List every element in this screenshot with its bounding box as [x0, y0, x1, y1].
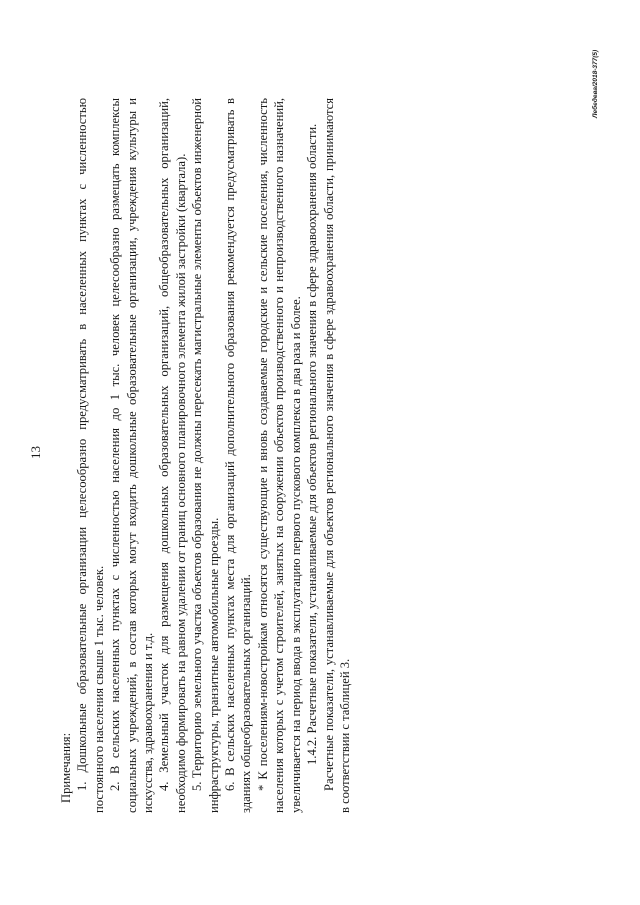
note-6-paragraph: 6. В сельских населенных пунктах места для организаций дополнительного образования рекомендуется предусматривать в зданиях общеобразовательных организаций. — [223, 98, 254, 813]
section-heading-1-4-2: 1.4.2. Расчетные показатели, устанавливаемые для объектов регионального значения в сфере здравоохранения области. — [305, 123, 320, 765]
footnote-paragraph: * К поселениям-новостройкам относятся существующие и вновь создаваемые городские и сельские поселения, численность населения которых с учетом строителей, занятых на сооружении объектов производственного и непроизводственного назначений, увеличивается на период ввода в эксплуатацию первого пускового комплекса в два раза и более. — [255, 98, 303, 813]
note-5-paragraph: 5. Территорию земельного участка объектов образования не должны пересекать магистральные элементы объектов инженерной инфраструктуры, транзитные автомобильные проезды. — [190, 98, 221, 813]
note-4-paragraph: 4. Земельный участок для размещения дошкольных образовательных организаций, общеобразовательных организаций, необходимо формировать на равном удалении от границ основного планировочного элемента жилой застройки (квартала). — [157, 98, 188, 813]
note-1-paragraph: 1. Дошкольные образовательные организации целесообразно предусматривать в населенных пунктах с численностью постоянного населения свыше 1 тыс. человек. — [75, 98, 106, 813]
section-1-4-2-paragraph: Расчетные показатели, устанавливаемые для объектов регионального значения в сфере здравоохранения области, принимаются в соответствии с таблицей 3. — [321, 98, 352, 813]
footer-document-code: Лебедева/2018-377(5) — [592, 49, 599, 118]
page-number: 13 — [28, 446, 43, 459]
note-2-paragraph: 2. В сельских населенных пунктах с численностью населения до 1 тыс. человек целесообразно размещать комплексы социальных учреждений, в состав которых могут входить дошкольные образовательные организации, учреждения культуры и искусства, здравоохранения и т.д. — [108, 98, 156, 813]
notes-heading: Примечания: — [59, 732, 73, 803]
notes-body — [58, 98, 353, 813]
